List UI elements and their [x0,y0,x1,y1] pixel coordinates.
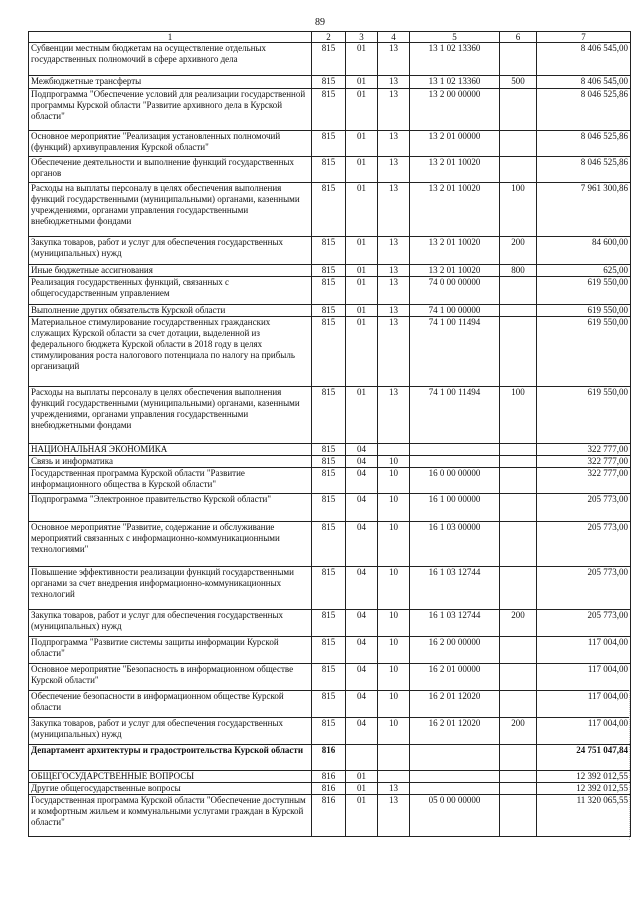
expense-type-cell [500,157,537,183]
row-name-cell: Подпрограмма "Обеспечение условий для реализации государственной программы Курской области "Развитие архивного дела в Курской области" [29,89,312,131]
subsection-code-cell: 10 [378,522,410,567]
subsection-code-cell: 10 [378,456,410,468]
amount-cell: 117 004,00 [537,664,631,691]
section-code-cell: 04 [346,522,378,567]
table-row [29,43,631,76]
row-name-cell: Государственная программа Курской области "Развитие информационного общества в Курской области" [29,468,312,494]
table-row [29,89,631,131]
section-code-cell: 01 [346,265,378,277]
section-code-cell: 04 [346,456,378,468]
section-code-cell: 04 [346,567,378,610]
amount-cell: 117 004,00 [537,637,631,664]
ministry-code-cell: 815 [312,637,346,664]
target-article-cell [410,771,500,783]
table-row [29,277,631,305]
ministry-code-cell: 815 [312,237,346,265]
section-code-cell: 04 [346,637,378,664]
section-code-cell: 04 [346,691,378,718]
expense-type-cell [500,494,537,522]
table-row [29,567,631,610]
row-name-cell: Обеспечение безопасности в информационном обществе Курской области [29,691,312,718]
amount-cell: 117 004,00 [537,718,631,745]
ministry-code-cell: 815 [312,494,346,522]
expense-type-cell [500,745,537,771]
table-row [29,456,631,468]
row-name-cell: Связь и информатика [29,456,312,468]
row-name-cell: Закупка товаров, работ и услуг для обеспечения государственных (муниципальных) нужд [29,237,312,265]
target-article-cell: 05 0 00 00000 [410,795,500,837]
subsection-code-cell: 13 [378,795,410,837]
expense-type-cell: 200 [500,237,537,265]
section-code-cell: 04 [346,468,378,494]
amount-cell: 205 773,00 [537,522,631,567]
amount-cell: 322 777,00 [537,444,631,456]
row-name-cell: Иные бюджетные ассигнования [29,265,312,277]
expense-type-cell [500,89,537,131]
table-row [29,691,631,718]
row-name-cell: Другие общегосударственные вопросы [29,783,312,795]
subsection-code-cell: 10 [378,637,410,664]
table-row [29,745,631,771]
subsection-code-cell [378,444,410,456]
target-article-cell: 13 2 01 10020 [410,183,500,237]
section-code-cell: 01 [346,183,378,237]
ministry-code-cell: 815 [312,183,346,237]
amount-cell: 625,00 [537,265,631,277]
section-code-cell: 01 [346,131,378,157]
amount-cell: 84 600,00 [537,237,631,265]
page-number: 89 [315,17,325,28]
ministry-code-cell: 815 [312,131,346,157]
amount-cell: 322 777,00 [537,456,631,468]
subsection-code-cell: 13 [378,43,410,76]
section-code-cell [346,745,378,771]
section-code-cell: 01 [346,387,378,444]
row-name-cell: Закупка товаров, работ и услуг для обеспечения государственных (муниципальных) нужд [29,718,312,745]
amount-cell: 8 046 525,86 [537,157,631,183]
row-name-cell: Подпрограмма "Развитие системы защиты информации Курской области" [29,637,312,664]
row-name-cell: Расходы на выплаты персоналу в целях обеспечения выполнения функций государственными (муниципальными) органами, казенными учреждениями, органами управления государственными внебюджетными фондами [29,183,312,237]
table-row [29,637,631,664]
row-name-cell: Выполнение других обязательств Курской области [29,305,312,317]
section-code-cell: 04 [346,718,378,745]
table-row [29,237,631,265]
expense-type-cell: 100 [500,183,537,237]
subsection-code-cell [378,745,410,771]
ministry-code-cell: 815 [312,468,346,494]
table-row [29,468,631,494]
column-header-3: 3 [346,32,378,43]
subsection-code-cell: 10 [378,664,410,691]
row-name-cell: Основное мероприятие "Реализация установленных полномочий (функций) архивуправления Курской области" [29,131,312,157]
subsection-code-cell: 13 [378,89,410,131]
section-code-cell: 01 [346,157,378,183]
subsection-code-cell: 13 [378,265,410,277]
expense-type-cell [500,522,537,567]
target-article-cell: 16 2 01 12020 [410,718,500,745]
ministry-code-cell: 815 [312,317,346,387]
subsection-code-cell: 13 [378,157,410,183]
amount-cell: 619 550,00 [537,305,631,317]
subsection-code-cell: 10 [378,610,410,637]
section-code-cell: 01 [346,783,378,795]
subsection-code-cell: 10 [378,691,410,718]
amount-cell: 8 046 525,86 [537,89,631,131]
target-article-cell [410,745,500,771]
target-article-cell: 74 1 00 00000 [410,305,500,317]
expense-type-cell: 200 [500,610,537,637]
row-name-cell: Государственная программа Курской области "Обеспечение доступным и комфортным жильем и коммунальными услугами граждан в Курской области" [29,795,312,837]
target-article-cell: 16 1 03 12744 [410,610,500,637]
target-article-cell: 16 2 01 00000 [410,664,500,691]
row-name-cell: Департамент архитектуры и градостроительства Курской области [29,745,312,771]
section-code-cell: 04 [346,664,378,691]
column-header-7: 7 [537,32,631,43]
row-name-cell: ОБЩЕГОСУДАРСТВЕННЫЕ ВОПРОСЫ [29,771,312,783]
row-name-cell: Основное мероприятие "Развитие, содержание и обслуживание мероприятий связанных с информационно-коммуникационными технологиями" [29,522,312,567]
table-row [29,131,631,157]
row-name-cell: Расходы на выплаты персоналу в целях обеспечения выполнения функций государственными (муниципальными) органами, казенными учреждениями, органами управления государственными внебюджетными фондами [29,387,312,444]
amount-cell: 205 773,00 [537,610,631,637]
expense-type-cell [500,637,537,664]
amount-cell: 8 046 525,86 [537,131,631,157]
expense-type-cell [500,317,537,387]
subsection-code-cell: 10 [378,468,410,494]
ministry-code-cell: 816 [312,771,346,783]
table-row [29,265,631,277]
expense-type-cell: 100 [500,387,537,444]
table-row [29,783,631,795]
subsection-code-cell: 10 [378,494,410,522]
table-row [29,317,631,387]
subsection-code-cell: 13 [378,783,410,795]
ministry-code-cell: 815 [312,718,346,745]
column-header-6: 6 [500,32,537,43]
subsection-code-cell: 13 [378,183,410,237]
target-article-cell [410,444,500,456]
table-row [29,305,631,317]
section-code-cell: 01 [346,305,378,317]
section-code-cell: 01 [346,237,378,265]
expense-type-cell [500,277,537,305]
target-article-cell: 13 2 01 00000 [410,131,500,157]
expense-type-cell [500,783,537,795]
target-article-cell: 13 2 01 10020 [410,157,500,183]
expense-type-cell [500,771,537,783]
row-name-cell: Обеспечение деятельности и выполнение функций государственных органов [29,157,312,183]
amount-cell: 619 550,00 [537,387,631,444]
section-code-cell: 01 [346,43,378,76]
section-code-cell: 01 [346,89,378,131]
ministry-code-cell: 815 [312,522,346,567]
amount-cell: 205 773,00 [537,494,631,522]
ministry-code-cell: 815 [312,387,346,444]
subsection-code-cell: 13 [378,387,410,444]
amount-cell: 619 550,00 [537,277,631,305]
amount-cell: 322 777,00 [537,468,631,494]
target-article-cell: 74 0 00 00000 [410,277,500,305]
table-row [29,610,631,637]
amount-cell: 24 751 047,84 [537,745,631,771]
expense-type-cell: 800 [500,265,537,277]
target-article-cell: 16 1 03 00000 [410,522,500,567]
ministry-code-cell: 815 [312,277,346,305]
subsection-code-cell: 10 [378,718,410,745]
subsection-code-cell: 13 [378,277,410,305]
target-article-cell: 13 1 02 13360 [410,76,500,89]
table-row [29,387,631,444]
subsection-code-cell: 13 [378,305,410,317]
expense-type-cell: 200 [500,718,537,745]
amount-cell: 619 550,00 [537,317,631,387]
expense-type-cell [500,468,537,494]
ministry-code-cell: 815 [312,664,346,691]
ministry-code-cell: 816 [312,795,346,837]
column-header-1: 1 [29,32,312,43]
row-name-cell: Закупка товаров, работ и услуг для обеспечения государственных (муниципальных) нужд [29,610,312,637]
row-name-cell: Субвенции местным бюджетам на осуществление отдельных государственных полномочий в сфере архивного дела [29,43,312,76]
scan-edge-mark [629,690,631,840]
amount-cell: 12 392 012,55 [537,771,631,783]
ministry-code-cell: 815 [312,89,346,131]
row-name-cell: Межбюджетные трансферты [29,76,312,89]
column-header-5: 5 [410,32,500,43]
row-name-cell: Повышение эффективности реализации функций государственными органами за счет внедрения информационно-коммуникационных технологий [29,567,312,610]
expense-type-cell [500,795,537,837]
table-row [29,795,631,837]
expense-type-cell [500,456,537,468]
table-row [29,444,631,456]
section-code-cell: 04 [346,610,378,637]
ministry-code-cell: 815 [312,567,346,610]
expense-type-cell [500,567,537,610]
amount-cell: 8 406 545,00 [537,76,631,89]
ministry-code-cell: 815 [312,265,346,277]
ministry-code-cell: 815 [312,76,346,89]
section-code-cell: 04 [346,494,378,522]
expense-type-cell [500,131,537,157]
expense-type-cell [500,305,537,317]
target-article-cell: 16 1 03 12744 [410,567,500,610]
target-article-cell: 74 1 00 11494 [410,317,500,387]
amount-cell: 117 004,00 [537,691,631,718]
target-article-cell: 74 1 00 11494 [410,387,500,444]
target-article-cell: 16 0 00 00000 [410,468,500,494]
target-article-cell: 16 2 00 00000 [410,637,500,664]
expense-type-cell [500,691,537,718]
ministry-code-cell: 815 [312,610,346,637]
section-code-cell: 01 [346,277,378,305]
table-row [29,718,631,745]
expense-type-cell [500,664,537,691]
row-name-cell: НАЦИОНАЛЬНАЯ ЭКОНОМИКА [29,444,312,456]
ministry-code-cell: 815 [312,157,346,183]
target-article-cell: 13 2 01 10020 [410,265,500,277]
section-code-cell: 04 [346,444,378,456]
expense-type-cell [500,444,537,456]
expense-type-cell: 500 [500,76,537,89]
column-header-2: 2 [312,32,346,43]
budget-table [28,31,631,837]
table-row [29,522,631,567]
ministry-code-cell: 815 [312,691,346,718]
target-article-cell [410,783,500,795]
ministry-code-cell: 815 [312,43,346,76]
section-code-cell: 01 [346,771,378,783]
section-code-cell: 01 [346,76,378,89]
table-row [29,664,631,691]
table-header-row [29,32,631,43]
amount-cell: 12 392 012,55 [537,783,631,795]
row-name-cell: Материальное стимулирование государственных гражданских служащих Курской области за счет дотации, выделенной из федерального бюджета Курской области в 2018 году в целях стимулирования роста налогового потенциала по налогу на прибыль организаций [29,317,312,387]
expense-type-cell [500,43,537,76]
ministry-code-cell: 816 [312,783,346,795]
table-row [29,771,631,783]
target-article-cell: 16 2 01 12020 [410,691,500,718]
target-article-cell: 13 2 01 10020 [410,237,500,265]
subsection-code-cell: 13 [378,237,410,265]
section-code-cell: 01 [346,317,378,387]
amount-cell: 11 320 065,55 [537,795,631,837]
subsection-code-cell: 13 [378,131,410,157]
subsection-code-cell: 13 [378,317,410,387]
subsection-code-cell: 13 [378,76,410,89]
amount-cell: 205 773,00 [537,567,631,610]
ministry-code-cell: 815 [312,456,346,468]
row-name-cell: Подпрограмма "Электронное правительство Курской области" [29,494,312,522]
table-row [29,183,631,237]
amount-cell: 7 961 300,86 [537,183,631,237]
ministry-code-cell: 815 [312,444,346,456]
table-row [29,494,631,522]
ministry-code-cell: 816 [312,745,346,771]
target-article-cell: 13 1 02 13360 [410,43,500,76]
ministry-code-cell: 815 [312,305,346,317]
table-row [29,76,631,89]
section-code-cell: 01 [346,795,378,837]
target-article-cell: 13 2 00 00000 [410,89,500,131]
row-name-cell: Реализация государственных функций, связанных с общегосударственным управлением [29,277,312,305]
amount-cell: 8 406 545,00 [537,43,631,76]
subsection-code-cell [378,771,410,783]
target-article-cell [410,456,500,468]
subsection-code-cell: 10 [378,567,410,610]
row-name-cell: Основное мероприятие "Безопасность в информационном обществе Курской области" [29,664,312,691]
target-article-cell: 16 1 00 00000 [410,494,500,522]
table-row [29,157,631,183]
column-header-4: 4 [378,32,410,43]
